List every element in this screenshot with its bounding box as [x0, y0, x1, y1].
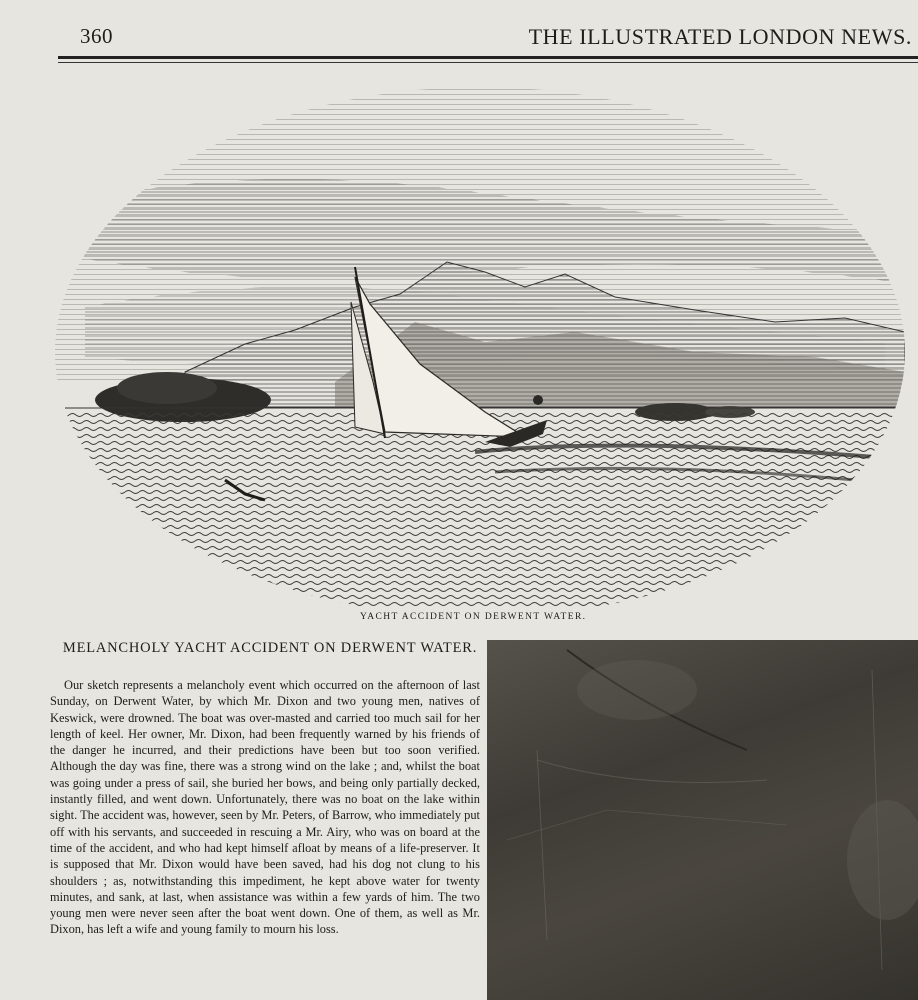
header-rule-thick	[58, 56, 918, 59]
damaged-scan-area	[487, 640, 918, 1000]
page-number: 360	[80, 24, 113, 48]
article-body: Our sketch represents a melancholy event which occurred on the afternoon of last Sunday, on Derwent Water, by which Mr. Dixon and two young men, natives of Keswick, were drowned. The boat was over-masted and carried too much sail for her length of keel. Her owner, Mr. Dixon, had been frequently warned by his friends of the danger he incurred, and their predictions have been but too soon verified. Although the day was fine, there was a strong wind on the lake ; and, whilst the boat was going under a press of sail, she buried her bows, and being only partially decked, instantly filled, and went down. Unfortunately, there was no boat on the lake within sight. The accident was, however, seen by Mr. Peters, of Barrow, who immediately put off with his servants, and succeeded in rescuing a Mr. Airy, who was on board at the time of the accident, and who had kept himself afloat by means of a life-preserver. It is supposed that Mr. Dixon would have been saved, had his dog not clung to his shoulders ; as, notwithstanding this impediment, he kept above water for twenty minutes, and sank, at last, when assistance was within a few yards of him. The two young men were never seen after the boat went down. One of them, as well as Mr. Dixon, has left a wife and young family to mourn his loss.	[50, 678, 480, 937]
article-headline: MELANCHOLY YACHT ACCIDENT ON DERWENT WATER.	[62, 640, 478, 656]
illustration-caption: YACHT ACCIDENT ON DERWENT WATER.	[360, 612, 587, 622]
header-rule-thin	[58, 62, 918, 63]
publication-masthead: THE ILLUSTRATED LONDON NEWS.	[528, 24, 912, 49]
lake-water	[55, 410, 910, 607]
engraving-illustration	[55, 82, 910, 607]
